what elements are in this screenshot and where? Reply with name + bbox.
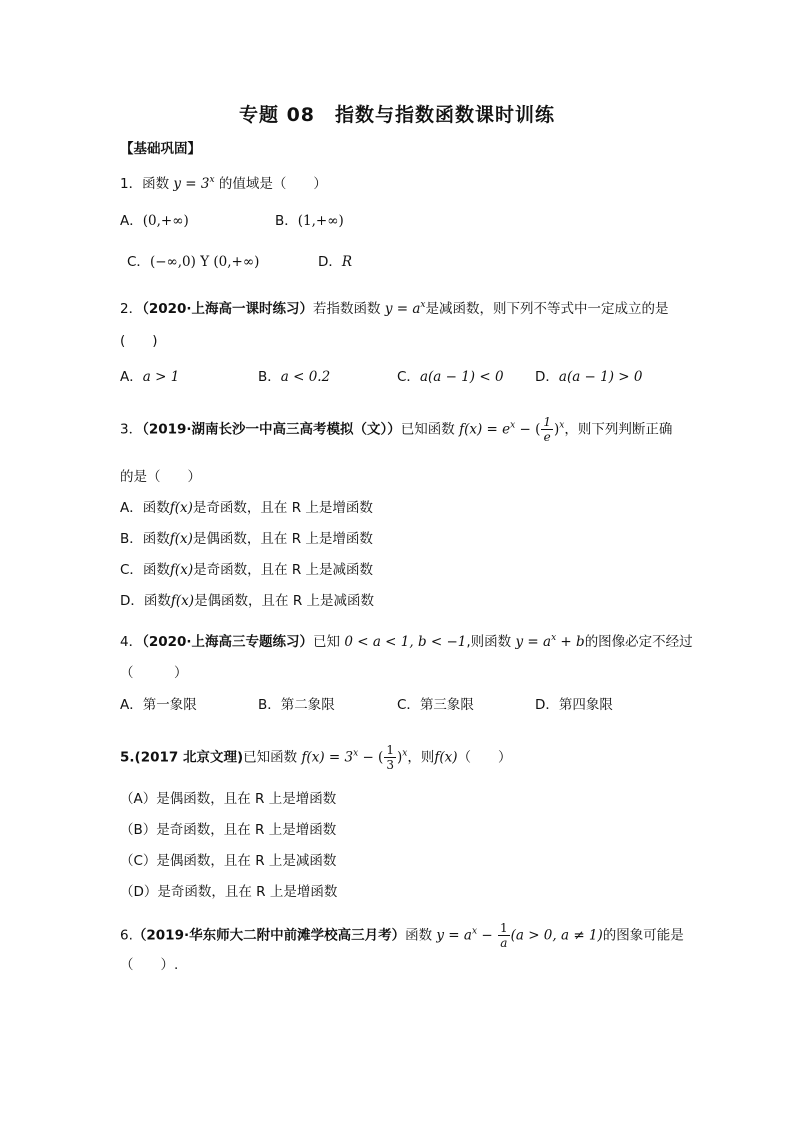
q4-option-c: C．第三象限	[397, 697, 474, 713]
question-3-stem-cont: 的是（ ）	[120, 469, 201, 485]
q2-option-b: B．a < 0.2	[258, 369, 331, 385]
q5-option-a: （A）是偶函数，且在 R 上是增函数	[120, 791, 337, 807]
question-2-stem: 2．（2020·上海高一课时练习）若指数函数 $y = a^x$是减函数，则下列不等式中一定成立的是	[120, 300, 669, 317]
q5-option-d: （D）是奇函数，且在 R 上是增函数	[120, 884, 338, 900]
section-heading: 【基础巩固】	[120, 141, 201, 157]
q4-option-b: B．第二象限	[258, 697, 335, 713]
question-5-stem: 5.(2017 北京文理)已知函数 $f(x) = 3^x$ − ( $\frac{1}{3}$ )$^x$，则f(x)（ ）	[120, 743, 512, 772]
q1-option-b: B．(1,+∞)	[275, 213, 344, 229]
q5-option-c: （C）是偶函数，且在 R 上是减函数	[120, 853, 337, 869]
q3-option-c: C．函数f(x)是奇函数，且在 R 上是减函数	[120, 562, 374, 578]
math-expression: y = 3	[173, 176, 210, 192]
question-2-paren: ( )	[120, 333, 158, 349]
q4-option-a: A．第一象限	[120, 697, 197, 713]
q1-option-c: C．(−∞,0) Y (0,+∞)	[127, 254, 260, 270]
fraction: $\frac{1}{a}$	[499, 921, 508, 950]
question-3-stem: 3．（2019·湖南长沙一中高三高考模拟（文））已知函数 $f(x) = e^x$ − ( $\frac{1}{e}$ )$^x$，则下列判断正确	[120, 415, 673, 444]
q5-option-b: （B）是奇函数，且在 R 上是增函数	[120, 822, 337, 838]
q1-option-d: D．R	[318, 254, 353, 270]
question-4-stem: 4．（2020·上海高三专题练习）已知 0 < a < 1, b < −1,则函数 $y = a^x + b$的图像必定不经过	[120, 633, 693, 650]
q3-option-b: B．函数f(x)是偶函数，且在 R 上是增函数	[120, 531, 373, 547]
q3-option-a: A．函数f(x)是奇函数，且在 R 上是增函数	[120, 500, 373, 516]
question-6-paren: （ ）.	[120, 957, 179, 973]
q2-option-a: A．a > 1	[120, 369, 180, 385]
question-6-stem: 6.（2019·华东师大二附中前滩学校高三月考）函数 $y = a^x$ − $\frac{1}{a}$ (a > 0, a ≠ 1)的图象可能是	[120, 921, 684, 950]
q3-option-d: D．函数f(x)是偶函数，且在 R 上是减函数	[120, 593, 375, 609]
q2-option-d: D．a(a − 1) > 0	[535, 369, 643, 385]
q1-option-a: A．(0,+∞)	[120, 213, 189, 229]
page-title: 专题 08 指数与指数函数课时训练	[238, 104, 556, 126]
question-1-stem: 1．函数 $y = 3^x$ 的值域是（ ）	[120, 175, 327, 192]
fraction: $\frac{1}{e}$	[543, 415, 552, 444]
q2-option-c: C．a(a − 1) < 0	[397, 369, 504, 385]
fraction: $\frac{1}{3}$	[386, 743, 394, 772]
question-4-paren: （ ）	[120, 665, 188, 681]
q4-option-d: D．第四象限	[535, 697, 613, 713]
